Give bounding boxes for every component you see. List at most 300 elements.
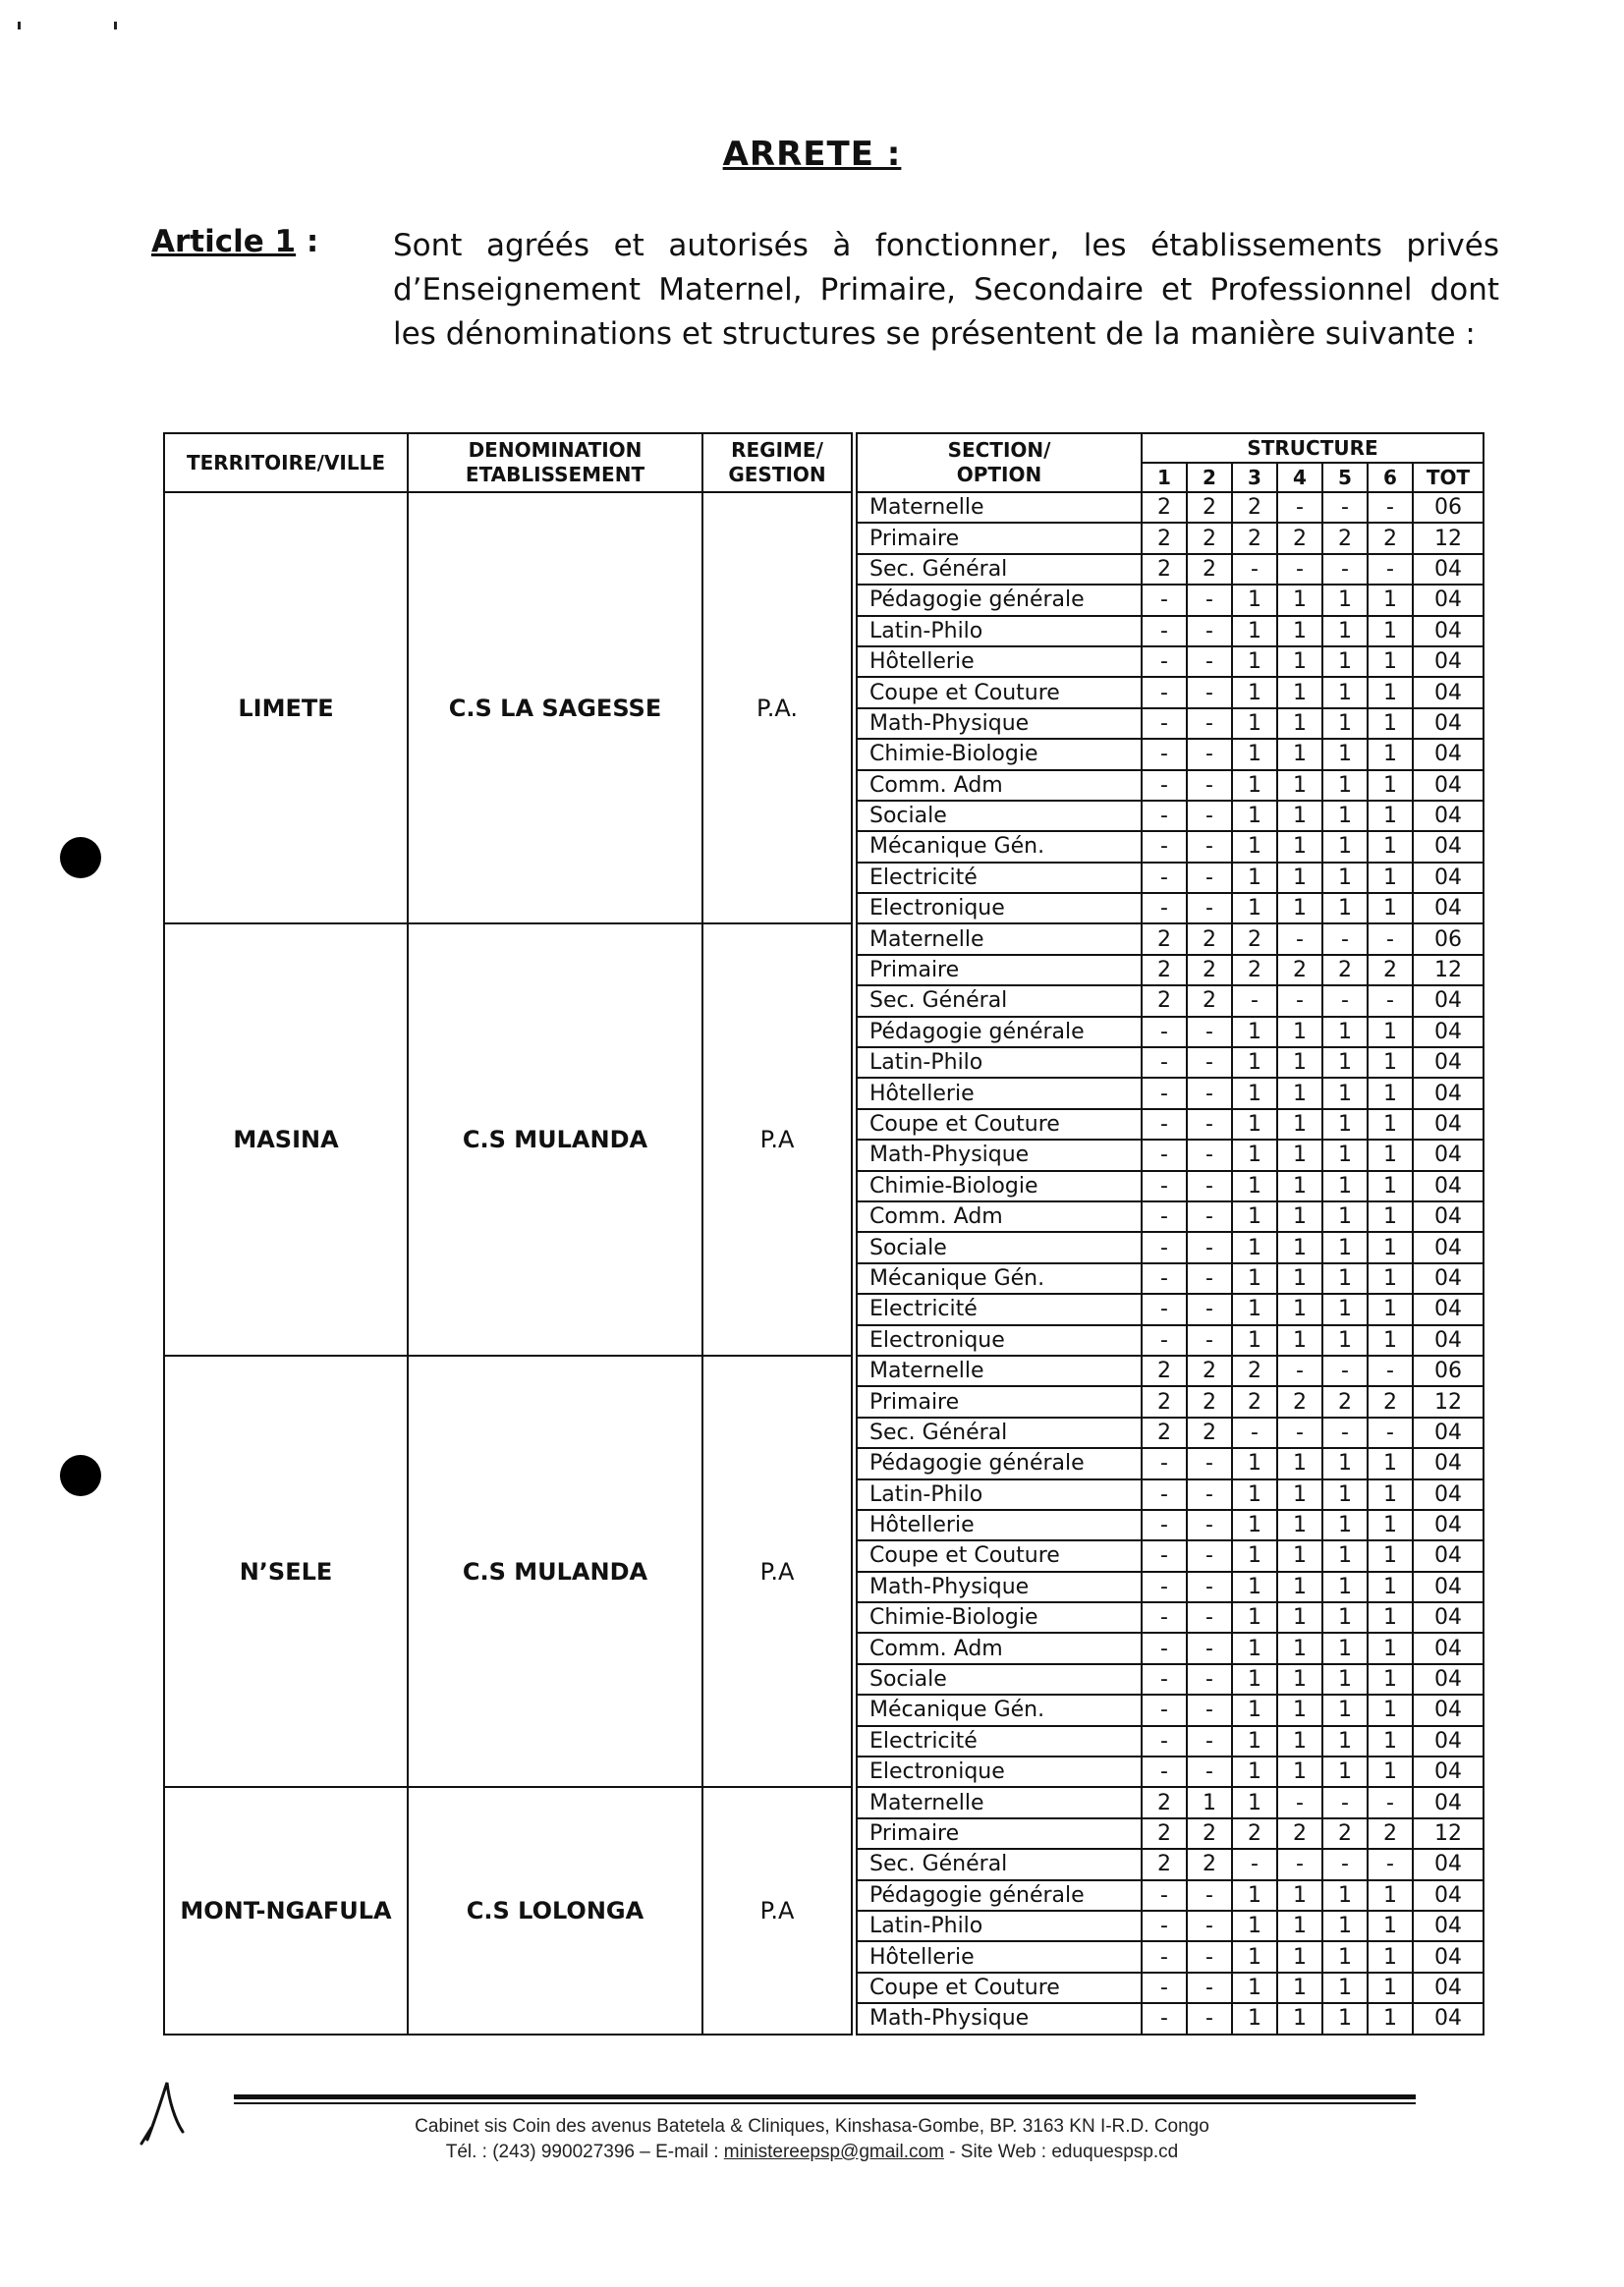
total-cell: 04 xyxy=(1413,677,1484,707)
structure-cell: 1 xyxy=(1277,1695,1322,1725)
structure-cell: 2 xyxy=(1322,1386,1368,1417)
structure-cell: 2 xyxy=(1187,523,1232,553)
structure-cell: - xyxy=(1187,770,1232,801)
option-cell: Pédagogie générale xyxy=(857,1880,1142,1911)
territoire-cell: MASINA xyxy=(164,923,408,1355)
total-cell: 04 xyxy=(1413,1294,1484,1324)
total-cell: 04 xyxy=(1413,1109,1484,1140)
structure-cell: 1 xyxy=(1322,1664,1368,1695)
total-cell: 04 xyxy=(1413,585,1484,615)
structure-cell: - xyxy=(1142,1695,1187,1725)
option-cell: Latin-Philo xyxy=(857,1911,1142,1941)
structure-cell: - xyxy=(1232,1849,1277,1879)
structure-cell: 2 xyxy=(1322,523,1368,553)
structure-cell: - xyxy=(1187,585,1232,615)
binder-hole xyxy=(60,1455,101,1496)
structure-cell: 1 xyxy=(1232,1479,1277,1510)
structure-cell: 1 xyxy=(1232,1911,1277,1941)
structure-cell: - xyxy=(1277,554,1322,585)
structure-cell: - xyxy=(1142,1232,1187,1262)
structure-cell: 2 xyxy=(1142,492,1187,523)
structure-cell: 2 xyxy=(1187,1849,1232,1879)
denomination-cell: C.S LA SAGESSE xyxy=(408,492,702,923)
structure-cell: 1 xyxy=(1277,1726,1322,1757)
structure-cell: 2 xyxy=(1142,1787,1187,1817)
structure-cell: - xyxy=(1187,893,1232,923)
structure-cell: 1 xyxy=(1277,831,1322,862)
structure-cell: 1 xyxy=(1368,1171,1413,1201)
structure-cell: 2 xyxy=(1187,985,1232,1016)
structure-cell: - xyxy=(1187,646,1232,677)
structure-cell: 1 xyxy=(1277,1973,1322,2003)
table-row xyxy=(164,1356,1484,1386)
structure-cell: 2 xyxy=(1277,523,1322,553)
structure-cell: - xyxy=(1277,1787,1322,1817)
header-section-line1: SECTION/ xyxy=(947,438,1051,462)
regime-cell: P.A xyxy=(702,1356,852,1787)
structure-cell: - xyxy=(1187,1973,1232,2003)
structure-cell: 1 xyxy=(1277,677,1322,707)
structure-cell: 1 xyxy=(1322,1510,1368,1540)
total-cell: 04 xyxy=(1413,1880,1484,1911)
footer-email[interactable]: ministereepsp@gmail.com xyxy=(723,2142,944,2162)
option-cell: Sociale xyxy=(857,1232,1142,1262)
total-cell: 06 xyxy=(1413,492,1484,523)
structure-cell: 2 xyxy=(1187,1418,1232,1448)
option-cell: Sec. Général xyxy=(857,554,1142,585)
structure-cell: 1 xyxy=(1277,770,1322,801)
structure-cell: 2 xyxy=(1187,1356,1232,1386)
structure-cell: 1 xyxy=(1277,1941,1322,1972)
structure-cell: - xyxy=(1142,863,1187,893)
binder-hole xyxy=(60,837,101,878)
option-cell: Maternelle xyxy=(857,492,1142,523)
structure-cell: - xyxy=(1277,1849,1322,1879)
structure-cell: - xyxy=(1187,739,1232,769)
structure-cell: - xyxy=(1187,1880,1232,1911)
structure-cell: 2 xyxy=(1187,955,1232,985)
structure-cell: - xyxy=(1277,985,1322,1016)
option-cell: Coupe et Couture xyxy=(857,1540,1142,1571)
option-cell: Maternelle xyxy=(857,1787,1142,1817)
header-denomination xyxy=(408,433,702,492)
structure-cell: 1 xyxy=(1232,1973,1277,2003)
structure-cell: - xyxy=(1368,554,1413,585)
structure-cell: - xyxy=(1322,923,1368,954)
header-col-1: 1 xyxy=(1142,463,1187,492)
structure-cell: - xyxy=(1368,492,1413,523)
total-cell: 04 xyxy=(1413,863,1484,893)
structure-cell: 2 xyxy=(1142,523,1187,553)
structure-cell: - xyxy=(1142,1140,1187,1170)
structure-cell: 1 xyxy=(1368,585,1413,615)
structure-cell: 1 xyxy=(1277,739,1322,769)
structure-cell: 1 xyxy=(1277,1232,1322,1262)
structure-cell: 1 xyxy=(1322,1726,1368,1757)
structure-cell: 1 xyxy=(1232,1664,1277,1695)
structure-cell: 1 xyxy=(1368,1973,1413,2003)
structure-cell: 2 xyxy=(1187,1386,1232,1417)
structure-cell: - xyxy=(1142,770,1187,801)
structure-cell: 1 xyxy=(1368,1479,1413,1510)
structure-cell: - xyxy=(1187,1602,1232,1633)
structure-cell: - xyxy=(1142,1510,1187,1540)
option-cell: Sociale xyxy=(857,1664,1142,1695)
structure-cell: 2 xyxy=(1187,554,1232,585)
structure-cell: - xyxy=(1187,1757,1232,1787)
structure-cell: - xyxy=(1142,1664,1187,1695)
option-cell: Electronique xyxy=(857,1757,1142,1787)
structure-cell: 1 xyxy=(1277,1201,1322,1232)
option-cell: Electronique xyxy=(857,1325,1142,1356)
option-cell: Maternelle xyxy=(857,1356,1142,1386)
structure-cell: 1 xyxy=(1232,1232,1277,1262)
option-cell: Latin-Philo xyxy=(857,616,1142,646)
structure-cell: 2 xyxy=(1322,955,1368,985)
structure-cell: 1 xyxy=(1277,616,1322,646)
structure-cell: - xyxy=(1187,1140,1232,1170)
structure-cell: 1 xyxy=(1368,2003,1413,2034)
structure-cell: 2 xyxy=(1232,1386,1277,1417)
structure-cell: 1 xyxy=(1232,831,1277,862)
structure-cell: - xyxy=(1142,1047,1187,1078)
structure-cell: 1 xyxy=(1232,893,1277,923)
option-cell: Pédagogie générale xyxy=(857,1448,1142,1478)
option-cell: Mécanique Gén. xyxy=(857,1263,1142,1294)
structure-cell: - xyxy=(1142,1479,1187,1510)
structure-cell: - xyxy=(1187,1047,1232,1078)
structure-cell: - xyxy=(1187,1911,1232,1941)
total-cell: 04 xyxy=(1413,770,1484,801)
structure-cell: 1 xyxy=(1368,1047,1413,1078)
header-col-5: 5 xyxy=(1322,463,1368,492)
structure-cell: 1 xyxy=(1322,1572,1368,1602)
structure-cell: - xyxy=(1368,1787,1413,1817)
structure-cell: 1 xyxy=(1232,1140,1277,1170)
structure-cell: - xyxy=(1187,1201,1232,1232)
structure-cell: 1 xyxy=(1368,677,1413,707)
structure-cell: 1 xyxy=(1368,1078,1413,1108)
structure-cell: 1 xyxy=(1277,1140,1322,1170)
structure-cell: 1 xyxy=(1277,1325,1322,1356)
structure-cell: 1 xyxy=(1277,1479,1322,1510)
option-cell: Electricité xyxy=(857,863,1142,893)
structure-cell: - xyxy=(1368,1356,1413,1386)
structure-cell: 1 xyxy=(1277,1572,1322,1602)
option-cell: Sec. Général xyxy=(857,985,1142,1016)
structure-cell: - xyxy=(1322,1356,1368,1386)
total-cell: 04 xyxy=(1413,646,1484,677)
structure-cell: 1 xyxy=(1232,1787,1277,1817)
header-regime xyxy=(702,433,852,492)
structure-cell: - xyxy=(1142,1973,1187,2003)
option-cell: Mécanique Gén. xyxy=(857,1695,1142,1725)
structure-cell: 2 xyxy=(1232,955,1277,985)
structure-cell: - xyxy=(1142,708,1187,739)
option-cell: Primaire xyxy=(857,1386,1142,1417)
structure-cell: - xyxy=(1142,2003,1187,2034)
table-row xyxy=(164,1787,1484,1817)
regime-cell: P.A. xyxy=(702,492,852,923)
structure-cell: 1 xyxy=(1368,1510,1413,1540)
structure-cell: 1 xyxy=(1322,1201,1368,1232)
structure-cell: 2 xyxy=(1322,1818,1368,1849)
structure-cell: - xyxy=(1187,616,1232,646)
header-section xyxy=(857,433,1142,492)
structure-cell: - xyxy=(1277,1356,1322,1386)
structure-cell: 1 xyxy=(1322,616,1368,646)
structure-cell: 1 xyxy=(1368,1109,1413,1140)
option-cell: Coupe et Couture xyxy=(857,1973,1142,2003)
structure-cell: 1 xyxy=(1368,1294,1413,1324)
structure-cell: 1 xyxy=(1232,863,1277,893)
total-cell: 04 xyxy=(1413,708,1484,739)
structure-cell: 1 xyxy=(1232,1325,1277,1356)
footer-address: Cabinet sis Coin des avenus Batetela & Cliniques, Kinshasa-Gombe, BP. 3163 KN I-R.D. Congo xyxy=(415,2116,1209,2137)
structure-cell: 2 xyxy=(1232,523,1277,553)
option-cell: Latin-Philo xyxy=(857,1047,1142,1078)
structure-cell: - xyxy=(1142,1171,1187,1201)
structure-cell: - xyxy=(1187,863,1232,893)
option-cell: Primaire xyxy=(857,955,1142,985)
structure-cell: - xyxy=(1187,1448,1232,1478)
structure-cell: - xyxy=(1142,1911,1187,1941)
structure-cell: 1 xyxy=(1232,1540,1277,1571)
structure-cell: 1 xyxy=(1322,708,1368,739)
structure-cell: 2 xyxy=(1187,923,1232,954)
structure-cell: 1 xyxy=(1368,739,1413,769)
structure-cell: 1 xyxy=(1322,1017,1368,1047)
structure-cell: - xyxy=(1322,1418,1368,1448)
option-cell: Math-Physique xyxy=(857,2003,1142,2034)
structure-cell: - xyxy=(1142,831,1187,862)
structure-cell: 1 xyxy=(1232,1633,1277,1663)
structure-cell: 1 xyxy=(1368,1695,1413,1725)
option-cell: Maternelle xyxy=(857,923,1142,954)
structure-cell: - xyxy=(1142,1294,1187,1324)
structure-cell: - xyxy=(1322,492,1368,523)
header-structure: STRUCTURE xyxy=(1142,433,1484,463)
structure-cell: - xyxy=(1187,1540,1232,1571)
structure-cell: 1 xyxy=(1277,708,1322,739)
structure-cell: 1 xyxy=(1368,1017,1413,1047)
structure-cell: - xyxy=(1368,1418,1413,1448)
total-cell: 04 xyxy=(1413,893,1484,923)
structure-cell: 1 xyxy=(1277,646,1322,677)
structure-cell: - xyxy=(1142,1880,1187,1911)
structure-cell: 1 xyxy=(1232,677,1277,707)
total-cell: 04 xyxy=(1413,1787,1484,1817)
structure-cell: 1 xyxy=(1277,1757,1322,1787)
structure-cell: 1 xyxy=(1277,1633,1322,1663)
structure-cell: - xyxy=(1142,893,1187,923)
structure-cell: 1 xyxy=(1368,1880,1413,1911)
denomination-cell: C.S MULANDA xyxy=(408,923,702,1355)
structure-cell: 1 xyxy=(1277,1664,1322,1695)
structure-cell: 1 xyxy=(1277,1078,1322,1108)
total-cell: 04 xyxy=(1413,554,1484,585)
structure-cell: 1 xyxy=(1277,1017,1322,1047)
total-cell: 04 xyxy=(1413,1017,1484,1047)
structure-cell: - xyxy=(1142,616,1187,646)
structure-cell: 1 xyxy=(1232,1109,1277,1140)
table-body xyxy=(164,492,1484,2035)
structure-cell: - xyxy=(1187,1510,1232,1540)
structure-cell: - xyxy=(1187,801,1232,831)
total-cell: 04 xyxy=(1413,1849,1484,1879)
structure-cell: 1 xyxy=(1232,1510,1277,1540)
structure-cell: 1 xyxy=(1322,831,1368,862)
structure-cell: - xyxy=(1232,985,1277,1016)
structure-cell: 2 xyxy=(1368,523,1413,553)
structure-cell: 1 xyxy=(1322,801,1368,831)
structure-cell: 2 xyxy=(1368,955,1413,985)
structure-cell: 1 xyxy=(1368,1633,1413,1663)
footer-rule-thick xyxy=(234,2094,1416,2099)
option-cell: Electronique xyxy=(857,893,1142,923)
total-cell: 04 xyxy=(1413,1695,1484,1725)
structure-cell: 1 xyxy=(1232,1201,1277,1232)
structure-cell: 1 xyxy=(1232,1078,1277,1108)
structure-cell: 1 xyxy=(1277,1109,1322,1140)
header-denomination-line2: ETABLISSEMENT xyxy=(465,463,645,486)
regime-cell: P.A xyxy=(702,923,852,1355)
option-cell: Comm. Adm xyxy=(857,770,1142,801)
structure-cell: 1 xyxy=(1322,1540,1368,1571)
structure-cell: 1 xyxy=(1232,646,1277,677)
header-section-line2: OPTION xyxy=(956,463,1042,486)
territoire-cell: LIMETE xyxy=(164,492,408,923)
table-row xyxy=(164,492,1484,523)
structure-cell: - xyxy=(1187,1633,1232,1663)
structure-cell: 1 xyxy=(1232,1448,1277,1478)
structure-cell: - xyxy=(1142,1017,1187,1047)
structure-cell: - xyxy=(1142,1109,1187,1140)
structure-cell: 1 xyxy=(1368,1201,1413,1232)
option-cell: Pédagogie générale xyxy=(857,1017,1142,1047)
structure-cell: - xyxy=(1187,677,1232,707)
structure-cell: - xyxy=(1142,1201,1187,1232)
structure-cell: 1 xyxy=(1322,677,1368,707)
structure-cell: - xyxy=(1277,923,1322,954)
structure-cell: - xyxy=(1142,1078,1187,1108)
option-cell: Comm. Adm xyxy=(857,1201,1142,1232)
structure-cell: 1 xyxy=(1277,801,1322,831)
structure-cell: 1 xyxy=(1277,1047,1322,1078)
structure-cell: 2 xyxy=(1142,955,1187,985)
total-cell: 12 xyxy=(1413,1818,1484,1849)
structure-cell: 1 xyxy=(1322,585,1368,615)
structure-cell: 1 xyxy=(1232,708,1277,739)
structure-cell: 1 xyxy=(1187,1787,1232,1817)
structure-cell: - xyxy=(1142,585,1187,615)
structure-cell: - xyxy=(1187,831,1232,862)
structure-cell: - xyxy=(1322,1787,1368,1817)
structure-cell: 1 xyxy=(1368,1540,1413,1571)
structure-cell: 1 xyxy=(1368,863,1413,893)
structure-cell: 2 xyxy=(1187,1818,1232,1849)
structure-cell: 1 xyxy=(1368,893,1413,923)
structure-cell: 1 xyxy=(1232,1572,1277,1602)
structure-cell: - xyxy=(1232,1418,1277,1448)
page-title: ARRETE : xyxy=(722,135,902,174)
structure-cell: - xyxy=(1142,1757,1187,1787)
structure-cell: 1 xyxy=(1232,1726,1277,1757)
option-cell: Primaire xyxy=(857,1818,1142,1849)
structure-cell: 1 xyxy=(1277,1510,1322,1540)
footer-contact xyxy=(0,2142,1624,2163)
total-cell: 04 xyxy=(1413,1448,1484,1478)
option-cell: Pédagogie générale xyxy=(857,585,1142,615)
territoire-cell: N’SELE xyxy=(164,1356,408,1787)
structure-cell: 1 xyxy=(1277,893,1322,923)
option-cell: Hôtellerie xyxy=(857,1078,1142,1108)
structure-cell: - xyxy=(1187,1232,1232,1262)
structure-cell: 1 xyxy=(1322,1047,1368,1078)
structure-cell: 2 xyxy=(1142,1418,1187,1448)
total-cell: 04 xyxy=(1413,1171,1484,1201)
header-col-4: 4 xyxy=(1277,463,1322,492)
header-regime-line2: GESTION xyxy=(728,463,826,486)
structure-cell: - xyxy=(1187,1325,1232,1356)
total-cell: 04 xyxy=(1413,739,1484,769)
structure-cell: 1 xyxy=(1232,1757,1277,1787)
structure-cell: 2 xyxy=(1142,923,1187,954)
structure-cell: - xyxy=(1187,1263,1232,1294)
structure-cell: - xyxy=(1277,492,1322,523)
structure-cell: 2 xyxy=(1142,1849,1187,1879)
scan-mark xyxy=(114,22,117,29)
structure-cell: 1 xyxy=(1322,1109,1368,1140)
total-cell: 12 xyxy=(1413,523,1484,553)
option-cell: Comm. Adm xyxy=(857,1633,1142,1663)
structure-cell: 1 xyxy=(1322,1695,1368,1725)
structure-cell: - xyxy=(1187,1941,1232,1972)
structure-cell: 1 xyxy=(1368,1263,1413,1294)
total-cell: 04 xyxy=(1413,1479,1484,1510)
structure-cell: 1 xyxy=(1368,616,1413,646)
structure-cell: - xyxy=(1142,1572,1187,1602)
structure-cell: - xyxy=(1142,677,1187,707)
structure-cell: 1 xyxy=(1322,863,1368,893)
structure-cell: - xyxy=(1187,1078,1232,1108)
structure-cell: 1 xyxy=(1322,1479,1368,1510)
table-row xyxy=(164,923,1484,954)
structure-cell: - xyxy=(1142,739,1187,769)
structure-cell: 1 xyxy=(1277,1602,1322,1633)
total-cell: 04 xyxy=(1413,1325,1484,1356)
structure-cell: 2 xyxy=(1368,1818,1413,1849)
structure-cell: 1 xyxy=(1232,739,1277,769)
structure-cell: 1 xyxy=(1322,1078,1368,1108)
structure-cell: 1 xyxy=(1322,1263,1368,1294)
total-cell: 04 xyxy=(1413,616,1484,646)
structure-cell: 1 xyxy=(1322,1171,1368,1201)
structure-cell: 1 xyxy=(1232,616,1277,646)
structure-cell: 2 xyxy=(1232,1356,1277,1386)
option-cell: Hôtellerie xyxy=(857,646,1142,677)
structure-cell: 1 xyxy=(1322,1325,1368,1356)
header-territoire: TERRITOIRE/VILLE xyxy=(164,433,408,492)
option-cell: Hôtellerie xyxy=(857,1510,1142,1540)
structure-cell: - xyxy=(1142,646,1187,677)
total-cell: 04 xyxy=(1413,1418,1484,1448)
structure-cell: 2 xyxy=(1232,492,1277,523)
option-cell: Chimie-Biologie xyxy=(857,1171,1142,1201)
total-cell: 04 xyxy=(1413,1572,1484,1602)
structure-cell: 1 xyxy=(1277,1263,1322,1294)
structure-cell: 1 xyxy=(1322,1973,1368,2003)
